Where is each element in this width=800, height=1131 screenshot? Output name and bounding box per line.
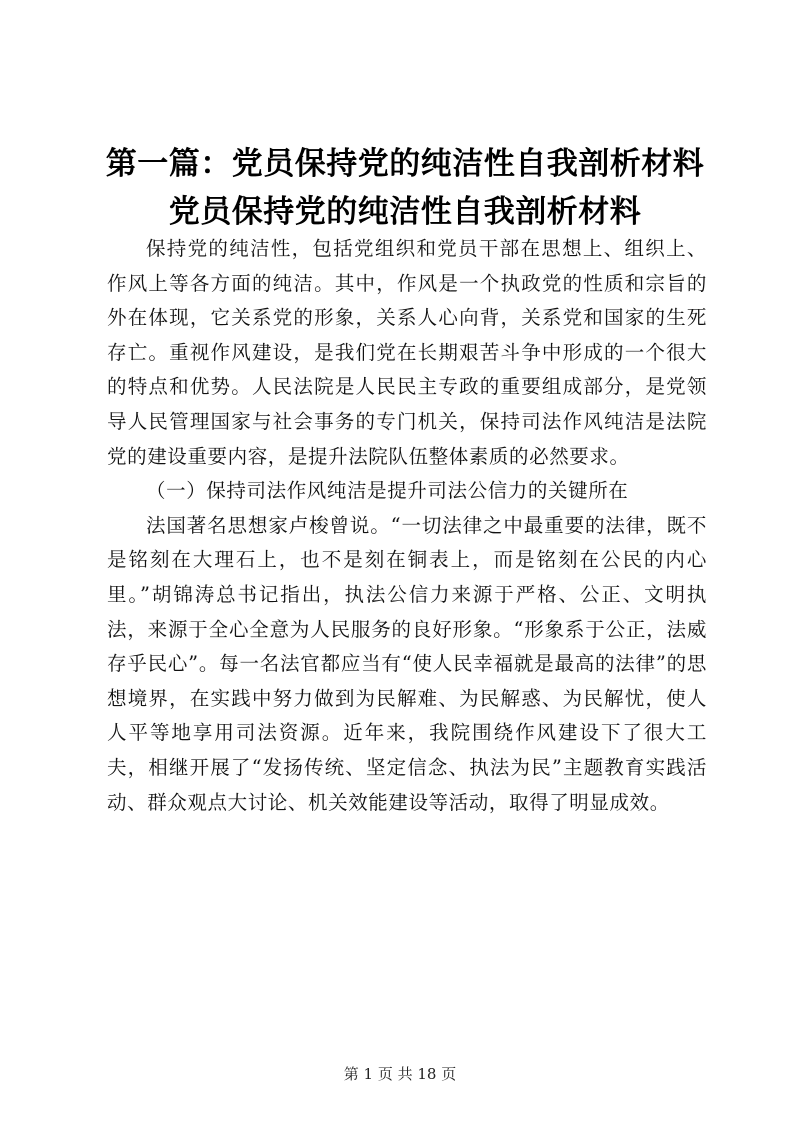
- section-heading: （一）保持司法作风纯洁是提升司法公信力的关键所在: [146, 479, 629, 503]
- document-body: [107, 232, 707, 820]
- page-number-footer: 第 1 页 共 18 页: [343, 1065, 457, 1083]
- intro-paragraph: 保持党的纯洁性，包括党组织和党员干部在思想上、组织上、作风上等各方面的纯洁。其中，作风是一个执政党的性质和宗旨的外在体现，它关系党的形象，关系人心向背，关系党和国家的生死存亡。重视作风建设，是我们党在长期艰苦斗争中形成的一个很大的特点和优势。人民法院是人民民主专政的重要组成部分，是党领导人民管理国家与社会事务的专门机关，保持司法作风纯洁是法院党的建设重要内容，是提升法院队伍整体素质的必然要求。: [107, 237, 707, 468]
- document-title: 第一篇：党员保持党的纯洁性自我剖析材料党员保持党的纯洁性自我剖析材料: [105, 146, 705, 230]
- section-paragraph: 法国著名思想家卢梭曾说。“一切法律之中最重要的法律，既不是铭刻在大理石上，也不是刻在铜表上，而是铭刻在公民的内心里。”胡锦涛总书记指出，执法公信力来源于严格、公正、文明执法，来源于全心全意为人民服务的良好形象。“形象系于公正，法威存乎民心”。每一名法官都应当有“使人民幸福就是最高的法律”的思想境界，在实践中努力做到为民解难、为民解惑、为民解忧，使人人平等地享用司法资源。近年来，我院围绕作风建设下了很大工夫，相继开展了“发扬传统、坚定信念、执法为民”主题教育实践活动、群众观点大讨论、机关效能建设等活动，取得了明显成效。: [107, 513, 707, 814]
